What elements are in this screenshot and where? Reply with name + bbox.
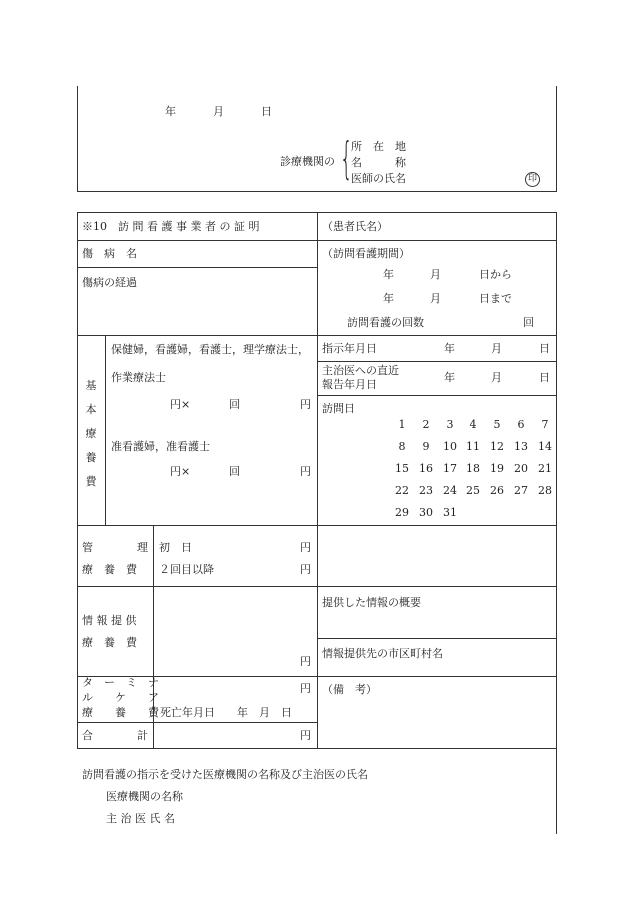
terminal-label-3: 療 養 費 bbox=[82, 706, 159, 719]
calendar-day: 27 bbox=[514, 484, 528, 497]
calendar-day: 25 bbox=[466, 484, 480, 497]
basic-side-divider bbox=[105, 335, 106, 525]
calendar-day: 20 bbox=[514, 462, 528, 475]
period-from-year: 年 bbox=[383, 268, 394, 281]
basic-fee-line2: 作業療法士 bbox=[111, 371, 166, 384]
period-until: 日まで bbox=[479, 292, 512, 305]
instruction-date-label: 指示年月日 bbox=[322, 342, 377, 355]
calendar-day: 14 bbox=[538, 440, 552, 453]
visit-days-label: 訪問日 bbox=[322, 402, 355, 415]
calendar-day: 15 bbox=[395, 462, 409, 475]
top-date-month: 月 bbox=[213, 105, 224, 118]
right-line-report bbox=[317, 395, 557, 396]
period-label: （訪問看護期間） bbox=[322, 247, 410, 260]
table-middle-divider bbox=[317, 212, 318, 748]
calendar-day: 10 bbox=[443, 440, 457, 453]
table-left-border bbox=[77, 212, 78, 748]
calendar-day: 31 bbox=[443, 506, 457, 519]
report-label-line1: 主治医への直近 bbox=[322, 364, 399, 377]
info-yen: 円 bbox=[300, 655, 311, 668]
instruction-title: 訪問看護の指示を受けた医療機関の名称及び主治医の氏名 bbox=[82, 768, 368, 781]
calendar-day: 5 bbox=[493, 418, 501, 431]
address-label: 所 在 地 bbox=[351, 140, 406, 153]
calendar-day: 13 bbox=[514, 440, 528, 453]
calendar-day: 24 bbox=[443, 484, 457, 497]
top-left-border bbox=[77, 86, 78, 192]
management-second-onward: ２回目以降 bbox=[159, 563, 214, 576]
row-line-title bbox=[77, 240, 317, 241]
instruction-day: 日 bbox=[539, 342, 550, 355]
right-line-instruction bbox=[317, 361, 557, 362]
calendar-day: 3 bbox=[446, 418, 454, 431]
management-second-yen: 円 bbox=[300, 563, 311, 576]
calendar-day: 4 bbox=[469, 418, 477, 431]
right-line-patient bbox=[317, 240, 557, 241]
top-right-border bbox=[556, 86, 557, 192]
report-month: 月 bbox=[491, 371, 502, 384]
calendar-day: 19 bbox=[490, 462, 504, 475]
calendar-day: 2 bbox=[422, 418, 430, 431]
terminal-yen: 円 bbox=[300, 682, 311, 695]
calendar-day: 7 bbox=[541, 418, 549, 431]
row-line-basic bbox=[77, 525, 557, 526]
basic-fee-yen-times-1: 円× bbox=[170, 398, 191, 411]
instruction-month: 月 bbox=[491, 342, 502, 355]
clinic-label: 診療機関の bbox=[280, 155, 335, 168]
row-line-management bbox=[77, 586, 557, 587]
total-yen: 円 bbox=[300, 729, 311, 742]
calendar-day: 17 bbox=[443, 462, 457, 475]
calendar-day: 22 bbox=[395, 484, 409, 497]
basic-fee-side-label: 基 本 療 養 費 bbox=[85, 379, 97, 488]
brace-icon: { bbox=[340, 133, 353, 184]
period-until-year: 年 bbox=[383, 292, 394, 305]
cert-title: ※10 訪 問 看 護 事 業 者 の 証 明 bbox=[82, 220, 260, 233]
calendar-day: 18 bbox=[466, 462, 480, 475]
calendar-day: 6 bbox=[517, 418, 525, 431]
period-from-month: 月 bbox=[430, 268, 441, 281]
visit-count-label: 訪問看護の回数 bbox=[347, 316, 424, 329]
row-line-disease bbox=[77, 267, 317, 268]
basic-fee-yen-2: 円 bbox=[300, 465, 311, 478]
info-summary-label: 提供した情報の概要 bbox=[322, 596, 421, 609]
calendar-day: 28 bbox=[538, 484, 552, 497]
row-line-course bbox=[77, 335, 557, 336]
top-bottom-border bbox=[77, 191, 557, 192]
basic-fee-assoc: 准看護婦，准看護士 bbox=[111, 440, 210, 453]
remarks-label: （備 考） bbox=[322, 683, 377, 696]
calendar-day: 16 bbox=[419, 462, 433, 475]
calendar-day: 12 bbox=[490, 440, 504, 453]
terminal-label-1: タ ー ミ ナ bbox=[82, 676, 159, 689]
top-date-day: 日 bbox=[261, 105, 272, 118]
patient-name-label: （患者氏名） bbox=[322, 220, 388, 233]
period-from: 日から bbox=[479, 268, 512, 281]
info-city-label: 情報提供先の市区町村名 bbox=[322, 647, 443, 660]
basic-fee-times-2: 回 bbox=[229, 465, 240, 478]
calendar-day: 11 bbox=[466, 440, 480, 453]
report-year: 年 bbox=[444, 371, 455, 384]
total-label: 合 計 bbox=[82, 729, 148, 742]
management-label-2: 療 養 費 bbox=[82, 563, 137, 576]
basic-fee-times-1: 回 bbox=[229, 398, 240, 411]
management-label-a: 管 bbox=[82, 541, 93, 554]
doctor-label: 医師の氏名 bbox=[351, 172, 406, 185]
basic-fee-yen-times-2: 円× bbox=[170, 465, 191, 478]
calendar-day: 8 bbox=[398, 440, 406, 453]
top-date-year: 年 bbox=[165, 105, 176, 118]
disease-name-label: 傷 病 名 bbox=[82, 247, 137, 260]
visit-count-unit: 回 bbox=[523, 316, 534, 329]
disease-course-label: 傷病の経過 bbox=[82, 276, 137, 289]
report-day: 日 bbox=[539, 371, 550, 384]
basic-fee-line1: 保健婦，看護婦，看護士，理学療法士， bbox=[111, 343, 309, 356]
name-label: 名 称 bbox=[351, 156, 406, 169]
management-first-day: 初 日 bbox=[159, 541, 192, 554]
management-first-yen: 円 bbox=[300, 541, 311, 554]
calendar-day: 21 bbox=[538, 462, 552, 475]
terminal-death-date: 死亡年月日 年 月 日 bbox=[160, 706, 292, 719]
seal-icon: 印 bbox=[525, 172, 540, 187]
institution-name-label: 医療機関の名称 bbox=[106, 790, 183, 803]
right-line-info-split bbox=[317, 638, 557, 639]
instruction-year: 年 bbox=[444, 342, 455, 355]
calendar-day: 9 bbox=[422, 440, 430, 453]
calendar-day: 1 bbox=[398, 418, 406, 431]
row-line-terminal bbox=[77, 722, 317, 723]
calendar-day: 26 bbox=[490, 484, 504, 497]
management-label-b: 理 bbox=[137, 541, 148, 554]
basic-fee-yen-1: 円 bbox=[300, 398, 311, 411]
report-label-line2: 報告年月日 bbox=[322, 378, 377, 391]
info-label-1: 情 報 提 供 bbox=[82, 614, 137, 627]
table-right-border bbox=[556, 212, 557, 834]
period-until-month: 月 bbox=[430, 292, 441, 305]
info-label-2: 療 養 費 bbox=[82, 636, 137, 649]
doctor-name-label: 主 治 医 氏 名 bbox=[106, 812, 175, 825]
calendar-day: 30 bbox=[419, 506, 433, 519]
row-line-total bbox=[77, 748, 557, 749]
calendar-day: 29 bbox=[395, 506, 409, 519]
calendar-day: 23 bbox=[419, 484, 433, 497]
terminal-label-2: ル ケ ア bbox=[82, 691, 159, 704]
